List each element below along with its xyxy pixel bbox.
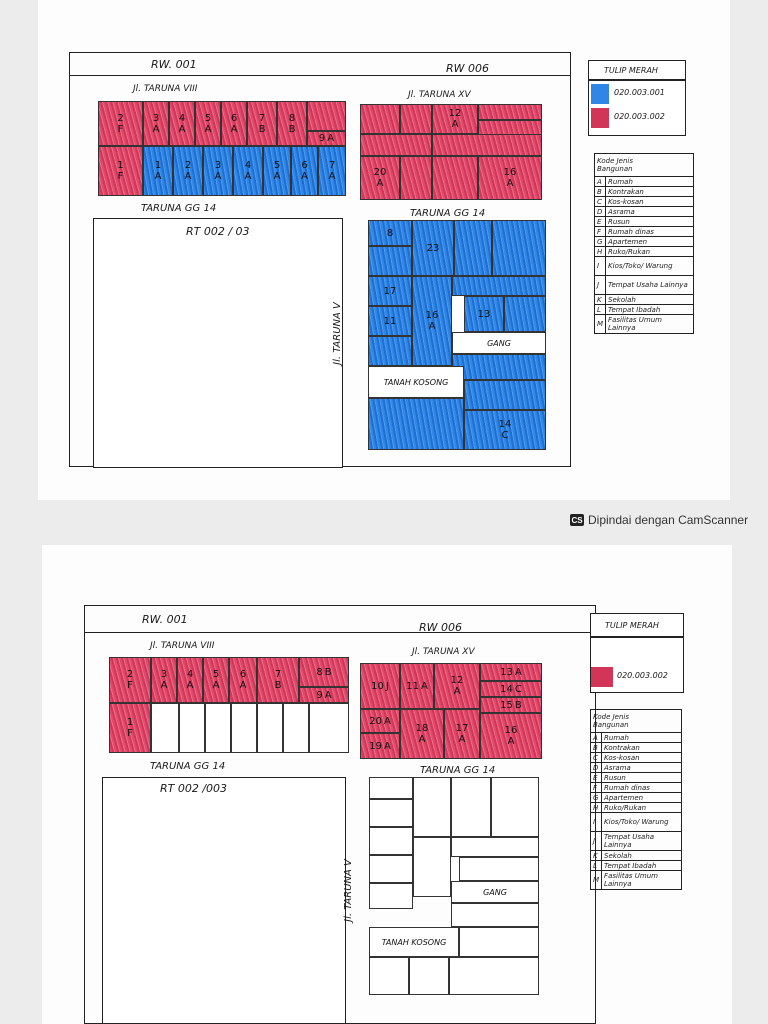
lot[interactable]: 5 A: [203, 657, 229, 703]
lot[interactable]: 4 A: [177, 657, 203, 703]
rt-block: [93, 218, 343, 468]
lot[interactable]: 17 A: [444, 709, 480, 759]
lot[interactable]: 16 A: [412, 276, 452, 366]
lot[interactable]: [283, 703, 309, 753]
vacant-land: TANAH KOSONG: [369, 927, 459, 957]
lot[interactable]: 18 A: [400, 709, 444, 759]
right-bottom-block: [368, 220, 546, 450]
lot[interactable]: [451, 837, 539, 857]
street-top-right: Jl. TARUNA XV: [408, 90, 471, 100]
lot[interactable]: 16 A: [480, 713, 542, 759]
lot[interactable]: 8 B: [299, 657, 349, 687]
lot[interactable]: [205, 703, 231, 753]
lot[interactable]: 9 A: [307, 131, 346, 146]
lot[interactable]: [400, 156, 432, 200]
lot[interactable]: 5 A: [263, 146, 291, 196]
lot[interactable]: 12 A: [432, 104, 478, 134]
camscanner-badge: [570, 513, 748, 527]
lot[interactable]: [400, 104, 432, 134]
lot[interactable]: 7 B: [257, 657, 299, 703]
lot[interactable]: 16 A: [478, 156, 542, 200]
gang-right-label: TARUNA GG 14: [410, 208, 486, 219]
lot[interactable]: 6 A: [229, 657, 257, 703]
legend-code: 020.003.002: [617, 671, 668, 680]
building-code-table: Kode Jenis Bangunan A Rumah B Kontrakan C Kos-kosan D Asrama E Rusun F Rumah dinas G Apartemen H Ruko/Rukan I Kios/Toko/ Warung J Tempat Usaha Lainnya K Sekolah L Tempat Ibadah M Fasilitas Umum Lainnya: [594, 153, 694, 334]
scan-page-2: [42, 545, 732, 1024]
lot[interactable]: 8: [368, 220, 412, 246]
lot[interactable]: 3 A: [203, 146, 233, 196]
lot[interactable]: 3 A: [143, 101, 169, 146]
lot[interactable]: 13: [464, 296, 504, 332]
lot[interactable]: 4 A: [169, 101, 195, 146]
lot[interactable]: 1 F: [98, 146, 143, 196]
lot[interactable]: [459, 857, 539, 881]
lot[interactable]: 1 F: [109, 703, 151, 753]
legend-swatch-red: [591, 108, 609, 128]
street-vertical-label: Jl. TARUNA V: [342, 859, 354, 922]
right-top-block: [360, 663, 542, 759]
camscanner-icon: CS: [571, 515, 583, 525]
lot[interactable]: 2 F: [98, 101, 143, 146]
lot[interactable]: [369, 827, 413, 855]
legend-title: TULIP MERAH: [604, 66, 658, 75]
lot[interactable]: [368, 398, 464, 450]
lot[interactable]: 5 A: [195, 101, 221, 146]
lot[interactable]: [449, 957, 539, 995]
building-code-table: Kode Jenis Bangunan A Rumah B Kontrakan C Kos-kosan D Asrama E Rusun F Rumah dinas G Apartemen H Ruko/Rukan I Kios/Toko/ Warung J Tempat Usaha Lainnya K Sekolah L Tempat Ibadah M Fasilitas Umum Lainnya: [590, 709, 682, 890]
gang-left-label: TARUNA GG 14: [141, 203, 217, 214]
gang-path: GANG: [452, 332, 546, 354]
rw-left-label: RW. 001: [142, 613, 188, 626]
rt-label: RT 002 /003: [160, 782, 228, 795]
lot[interactable]: 6 A: [291, 146, 318, 196]
lot[interactable]: 13 A: [480, 663, 542, 681]
lot[interactable]: 7 B: [247, 101, 277, 146]
lot[interactable]: [432, 156, 478, 200]
lot[interactable]: [179, 703, 205, 753]
lot[interactable]: [504, 296, 546, 332]
lot[interactable]: [464, 380, 546, 410]
lot[interactable]: 6 A: [221, 101, 247, 146]
lot[interactable]: [413, 777, 451, 837]
gang-left-label: TARUNA GG 14: [150, 761, 226, 772]
lot[interactable]: [491, 777, 539, 837]
lot[interactable]: 11 A: [400, 663, 434, 709]
right-bottom-block: [369, 777, 539, 995]
lot[interactable]: 14 C: [480, 681, 542, 697]
lot[interactable]: [368, 246, 412, 276]
lot[interactable]: [452, 276, 546, 296]
lot[interactable]: [369, 777, 413, 799]
lot[interactable]: 10 J: [360, 663, 400, 709]
legend-title: TULIP MERAH: [605, 621, 659, 630]
lot[interactable]: [360, 104, 400, 134]
lot[interactable]: [369, 883, 413, 909]
street-top-left: Jl. TARUNA VIII: [133, 84, 198, 94]
lot[interactable]: 17: [368, 276, 412, 306]
lot[interactable]: 15 B: [480, 697, 542, 713]
lot[interactable]: [309, 703, 349, 753]
lot[interactable]: 8 B: [277, 101, 307, 146]
camscanner-text: Dipindai dengan CamScanner: [588, 513, 749, 527]
lot[interactable]: [492, 220, 546, 276]
lot[interactable]: 12 A: [434, 663, 480, 709]
legend-swatch-red: [591, 667, 613, 687]
lot[interactable]: 1 A: [143, 146, 173, 196]
lot[interactable]: 20 A: [360, 156, 400, 200]
legend-code: 020.003.002: [614, 112, 665, 121]
lot[interactable]: 2 F: [109, 657, 151, 703]
gang-right-label: TARUNA GG 14: [420, 765, 496, 776]
scan-page-1: [38, 0, 730, 500]
legend-swatch-blue: [591, 84, 609, 104]
rw-right-label: RW 006: [446, 62, 490, 75]
lot[interactable]: [369, 855, 413, 883]
lot[interactable]: [307, 101, 346, 131]
gang-path: GANG: [451, 881, 539, 903]
lot[interactable]: [452, 354, 546, 380]
lot[interactable]: [409, 957, 449, 995]
lot[interactable]: 9 A: [299, 687, 349, 703]
lot[interactable]: 4 A: [233, 146, 263, 196]
left-block-row1: [109, 657, 349, 703]
lot[interactable]: 3 A: [151, 657, 177, 703]
lot[interactable]: [451, 903, 539, 927]
lot[interactable]: [454, 220, 492, 276]
lot[interactable]: [369, 799, 413, 827]
lot[interactable]: [432, 134, 542, 156]
lot[interactable]: [151, 703, 179, 753]
lot[interactable]: [369, 957, 409, 995]
lot[interactable]: 11: [368, 306, 412, 336]
lot[interactable]: [360, 134, 432, 156]
lot[interactable]: [368, 336, 412, 366]
lot[interactable]: [451, 777, 491, 837]
legend-code: 020.003.001: [614, 88, 665, 97]
lot[interactable]: [231, 703, 257, 753]
rw-left-label: RW. 001: [151, 58, 197, 71]
header-band: [69, 52, 571, 76]
lot[interactable]: [459, 927, 539, 957]
street-top-right: Jl. TARUNA XV: [412, 647, 475, 657]
street-vertical-label: Jl. TARUNA V: [331, 302, 343, 365]
rw-right-label: RW 006: [419, 621, 463, 634]
lot[interactable]: 2 A: [173, 146, 203, 196]
lot[interactable]: 20 A: [360, 709, 400, 733]
lot[interactable]: 7 A: [318, 146, 346, 196]
lot[interactable]: [478, 104, 542, 120]
lot[interactable]: [257, 703, 283, 753]
street-top-left: Jl. TARUNA VIII: [150, 641, 215, 651]
rt-label: RT 002 / 03: [186, 225, 250, 238]
lot[interactable]: 23: [412, 220, 454, 276]
lot[interactable]: 14 C: [464, 410, 546, 450]
lot[interactable]: 19 A: [360, 733, 400, 759]
rt-block: [102, 777, 346, 1024]
left-block-row2: [109, 703, 349, 753]
right-top-block: [360, 104, 542, 200]
left-block-row1: [98, 101, 348, 146]
vacant-land: TANAH KOSONG: [368, 366, 464, 398]
lot[interactable]: [413, 837, 451, 897]
left-block-row2: [98, 146, 348, 196]
